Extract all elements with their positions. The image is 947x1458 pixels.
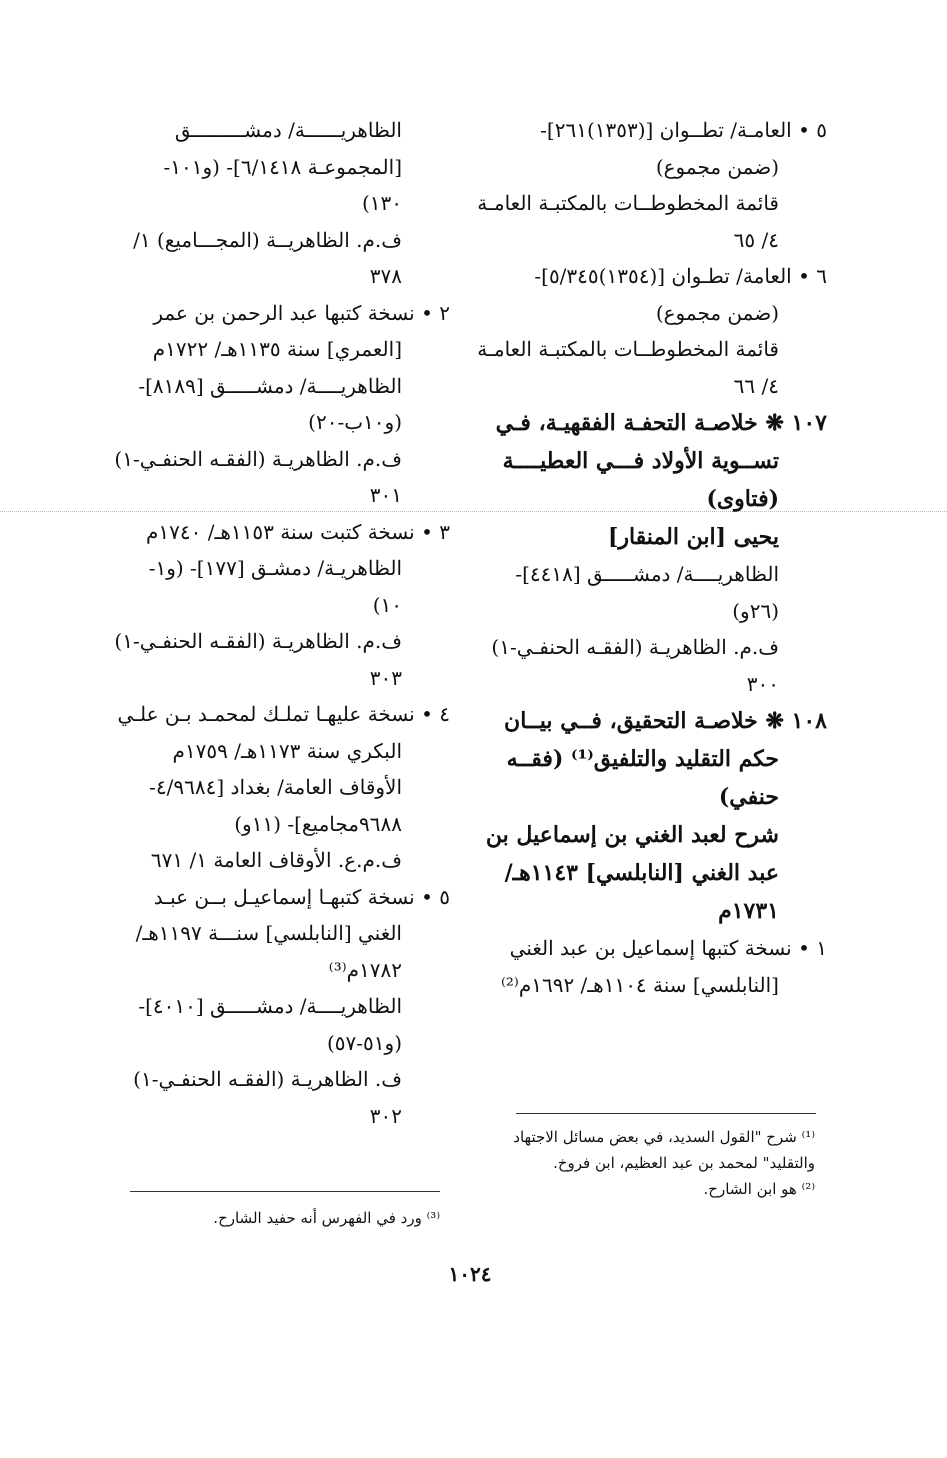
entry-line: البكري سنة ١١٧٣هـ/ ١٧٥٩م [172, 738, 402, 763]
entry-line: الظاهريــــة/ دمشـــــق [٤٠١٠]- [138, 994, 402, 1018]
page-number: ١٠٢٤ [448, 1262, 492, 1286]
entry-line: (٢٦و) [732, 598, 779, 623]
entry-line: الأوقاف العامة/ بغداد [٤/٩٦٨٤- [149, 775, 402, 799]
entry-line: ٣٠٢ [369, 1103, 402, 1128]
entry-line: [المجموعـة ٦/١٤١٨]- (و١٠١- [163, 154, 402, 179]
entry-line: ف.م. الظاهريـة (الفقـه الحنفـي-١) [491, 635, 779, 659]
entry-line: ١ • نسخة كتبها إسماعيل بن عبد الغني [509, 936, 827, 960]
entry-line: (ضمن مجموع) [655, 300, 779, 325]
entry-heading-line: شرح لعبد الغني بن إسماعيل بن [485, 822, 779, 848]
entry-line: ف.م. الظاهريــة (المجـــاميع) ١/ [133, 227, 402, 252]
entry-line: الظاهريــــة/ دمشـــــق [٨١٨٩]- [138, 373, 402, 398]
footnote-line: ⁽³⁾ ورد في الفهرس أنه حفيد الشارح. [213, 1209, 440, 1227]
entry-line: (و١٠ب-٢٠) [308, 410, 402, 434]
entry-line: ٣٠٠ [746, 671, 779, 696]
footnotes-left [150, 1205, 440, 1231]
entry-heading-line: حنفي) [718, 784, 779, 810]
entry-line: ١٣٠) [361, 191, 402, 215]
entry-line: ٩٦٨٨مجاميع]- (١١و) [234, 811, 402, 836]
entry-line: قائمة المخطوطــات بالمكتبـة العامـة [477, 191, 779, 215]
entry-line: الظاهريـة/ دمشـق [١٧٧]- (و١- [148, 556, 402, 580]
footnote-line: ⁽¹⁾ شرح "القول السديد، في بعض مسائل الاجتهاد [513, 1128, 815, 1146]
entry-line: ٤/ ٦٥ [733, 227, 779, 252]
entry-line: ٥ • العامـة/ تطــوان [(١٣٥٣)٢٦١]- [540, 118, 827, 142]
footnotes-right [485, 1124, 815, 1202]
entry-line: ٤ • نسخة عليهـا تملـك لمحمـد بـن علـي [117, 702, 450, 726]
right-column [477, 112, 827, 1003]
entry-line: ف.م. الظاهريـة (الفقـه الحنفـي-١) [114, 446, 402, 471]
entry-line: ٤/ ٦٦ [733, 373, 779, 398]
entry-line: ٣ • نسخة كتبت سنة ١١٥٣هـ/ ١٧٤٠م [146, 519, 450, 544]
entry-heading-line: ١٠٨ ❋ خلاصـة التحقيق، فــي بيــان [504, 708, 827, 734]
entry-line: ٦ • العامة/ تطـوان [(١٣٥٤)٥/٣٤٥]- [534, 264, 827, 288]
entry-line: ١٠) [372, 592, 402, 617]
left-column [105, 112, 450, 1134]
entry-heading-line: عبد الغني [النابلسي] ١١٤٣هـ/ [504, 860, 779, 886]
footnote-line: ⁽²⁾ هو ابن الشارح. [703, 1180, 815, 1198]
footnote-divider-left [130, 1191, 440, 1192]
entry-heading-line: يحيى [ابن المنقار] [607, 524, 779, 550]
entry-heading-line: ١٠٧ ❋ خلاصـة التحفـة الفقهيـة، فـي [495, 410, 827, 436]
entry-line: [العمري] سنة ١١٣٥هـ/ ١٧٢٢م [152, 337, 402, 361]
entry-line: ف. الظاهريـة (الفقـه الحنفـي-١) [133, 1067, 402, 1091]
entry-heading-line: حكم التقليد والتلفيق⁽¹⁾ (فقــه [506, 746, 779, 772]
entry-heading-line: تســوية الأولاد فـــي العطيــــة [502, 448, 779, 474]
entry-line: (ضمن مجموع) [655, 154, 779, 179]
entry-line: ف.م. الظاهريـة (الفقـه الحنفـي-١) [114, 629, 402, 653]
entry-line: ف.م.ع. الأوقاف العامة ١/ ٦٧١ [150, 848, 402, 872]
entry-line: ٥ • نسخة كتبهـا إسماعيـل بــن عبـد [153, 884, 450, 909]
entry-line: ٣٧٨ [369, 264, 402, 288]
entry-line: ٢ • نسخة كتبها عبد الرحمن بن عمر [153, 300, 450, 325]
footnote-divider-right [516, 1113, 816, 1114]
entry-line: (و٥١-٥٧) [326, 1030, 402, 1055]
entry-line: ٣٠٣ [369, 665, 402, 690]
footnote-line: والتقليد" لمحمد بن عبد العظيم، ابن فروخ. [553, 1154, 815, 1172]
entry-line: الظاهريــــــة/ دمشـــــــــق [174, 118, 402, 142]
entry-line: ٣٠١ [369, 483, 402, 507]
entry-heading-line: ١٧٣١م [718, 898, 779, 924]
entry-line: الغني [النابلسي] سنـــة ١١٩٧هـ/ [135, 921, 402, 945]
entry-line: قائمة المخطوطــات بالمكتبـة العامـة [477, 337, 779, 361]
entry-line: ١٧٨٢م⁽³⁾ [328, 957, 402, 982]
entry-line: الظاهريــــة/ دمشـــــق [٤٤١٨]- [515, 562, 779, 586]
entry-line: [النابلسي] سنة ١١٠٤هـ/ ١٦٩٢م⁽²⁾ [500, 972, 779, 997]
entry-heading-line: (فتاوى) [706, 486, 779, 512]
